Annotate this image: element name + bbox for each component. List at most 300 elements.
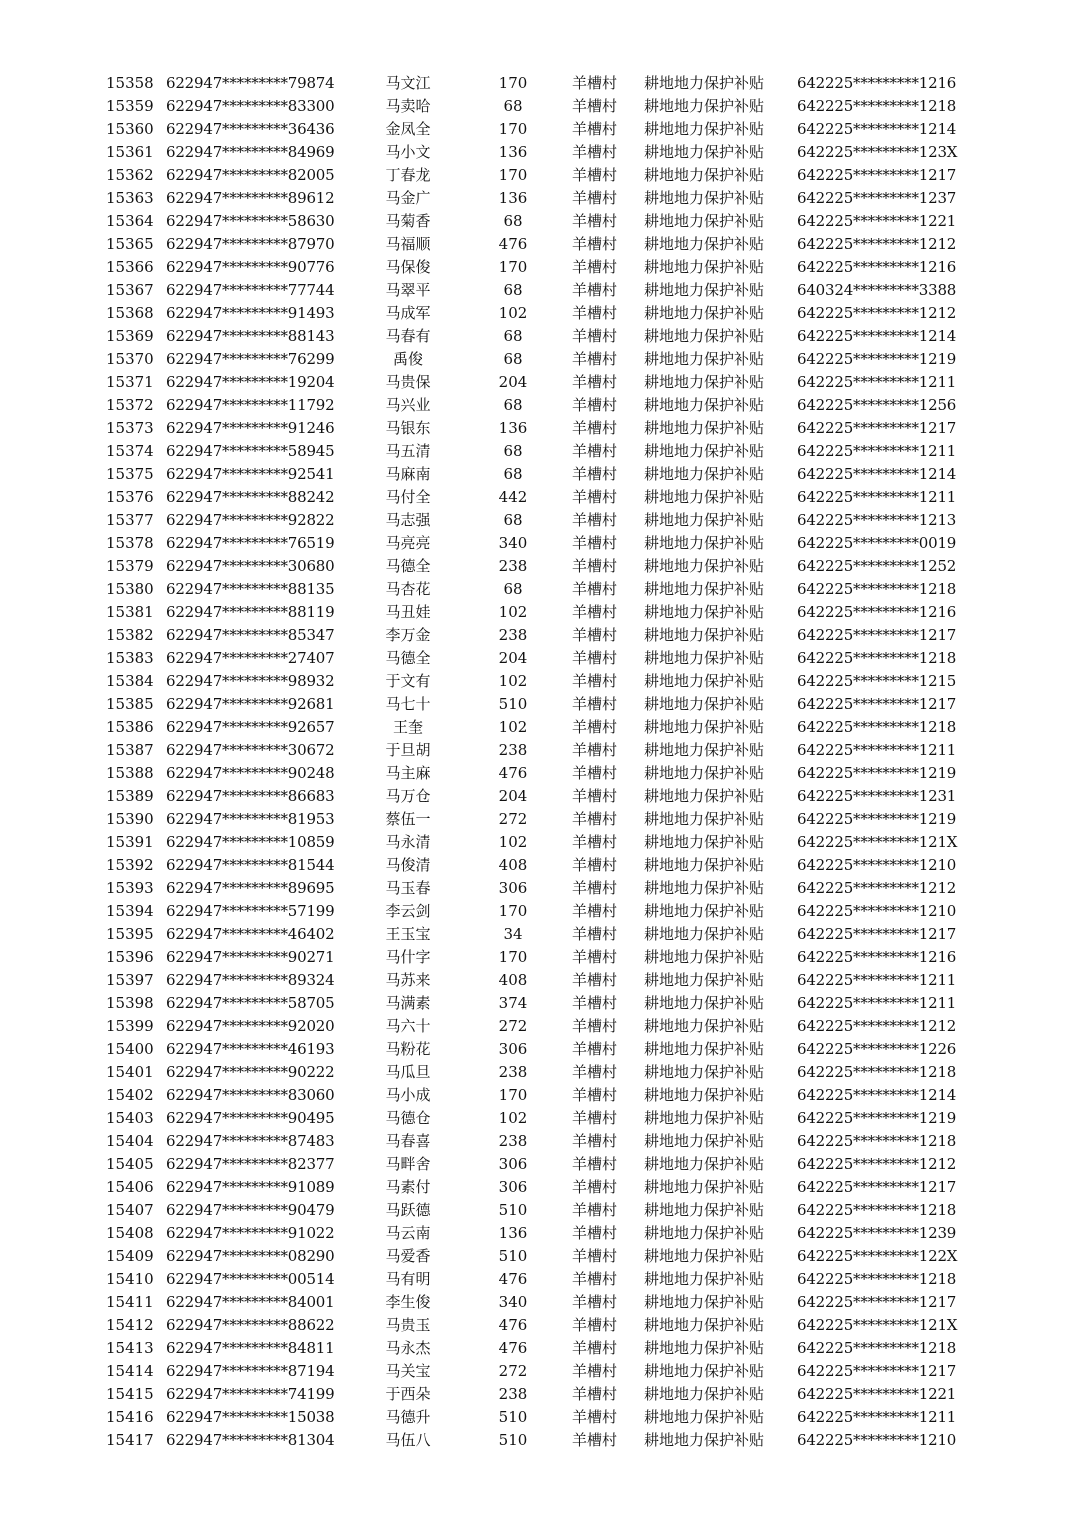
- id-number: 642225*********1219: [797, 1109, 957, 1127]
- row-number: 15414: [106, 1362, 154, 1380]
- bank-card-number: 622947*********27407: [166, 649, 335, 667]
- row-number: 15395: [106, 925, 154, 943]
- bank-card-number: 622947*********88119: [166, 603, 335, 621]
- id-number: 642225*********1219: [797, 350, 957, 368]
- bank-card-number: 622947*********79874: [166, 74, 335, 92]
- bank-card-number: 622947*********57199: [166, 902, 335, 920]
- row-number: 15363: [106, 189, 154, 207]
- table-row: [0, 1314, 1074, 1337]
- table-row: [0, 72, 1074, 95]
- village-name: 羊槽村: [572, 1270, 618, 1288]
- subsidy-amount: 408: [498, 971, 528, 989]
- village-name: 羊槽村: [572, 1316, 618, 1334]
- row-number: 15359: [106, 97, 154, 115]
- row-number: 15380: [106, 580, 154, 598]
- subsidy-type: 耕地地力保护补贴: [644, 120, 765, 138]
- subsidy-type: 耕地地力保护补贴: [644, 971, 765, 989]
- bank-card-number: 622947*********19204: [166, 373, 335, 391]
- row-number: 15391: [106, 833, 154, 851]
- recipient-name: 马春喜: [385, 1132, 431, 1150]
- id-number: 642225*********1226: [797, 1040, 957, 1058]
- id-number: 642225*********1219: [797, 764, 957, 782]
- row-number: 15388: [106, 764, 154, 782]
- bank-card-number: 622947*********58630: [166, 212, 335, 230]
- bank-card-number: 622947*********89324: [166, 971, 335, 989]
- recipient-name: 马菊香: [385, 212, 431, 230]
- village-name: 羊槽村: [572, 948, 618, 966]
- table-row: [0, 624, 1074, 647]
- id-number: 642225*********1218: [797, 97, 957, 115]
- subsidy-amount: 238: [498, 626, 528, 644]
- bank-card-number: 622947*********82005: [166, 166, 335, 184]
- table-row: [0, 1084, 1074, 1107]
- row-number: 15373: [106, 419, 154, 437]
- id-number: 642225*********1217: [797, 626, 957, 644]
- subsidy-type: 耕地地力保护补贴: [644, 1408, 765, 1426]
- table-row: [0, 647, 1074, 670]
- id-number: 642225*********1218: [797, 1270, 957, 1288]
- id-number: 642225*********1210: [797, 902, 957, 920]
- bank-card-number: 622947*********81304: [166, 1431, 335, 1449]
- id-number: 642225*********1217: [797, 166, 957, 184]
- subsidy-amount: 306: [498, 879, 528, 897]
- table-row: [0, 1337, 1074, 1360]
- row-number: 15390: [106, 810, 154, 828]
- table-row: [0, 1038, 1074, 1061]
- subsidy-type: 耕地地力保护补贴: [644, 97, 765, 115]
- subsidy-amount: 68: [503, 327, 523, 345]
- bank-card-number: 622947*********88135: [166, 580, 335, 598]
- table-row: [0, 808, 1074, 831]
- subsidy-type: 耕地地力保护补贴: [644, 856, 765, 874]
- row-number: 15381: [106, 603, 154, 621]
- village-name: 羊槽村: [572, 1017, 618, 1035]
- recipient-name: 马畔舍: [385, 1155, 431, 1173]
- table-row: [0, 394, 1074, 417]
- id-number: 642225*********1237: [797, 189, 957, 207]
- bank-card-number: 622947*********30680: [166, 557, 335, 575]
- subsidy-amount: 170: [498, 166, 528, 184]
- table-row: [0, 1015, 1074, 1038]
- id-number: 642225*********1218: [797, 580, 957, 598]
- subsidy-type: 耕地地力保护补贴: [644, 1224, 765, 1242]
- table-row: [0, 1291, 1074, 1314]
- subsidy-type: 耕地地力保护补贴: [644, 695, 765, 713]
- row-number: 15377: [106, 511, 154, 529]
- row-number: 15408: [106, 1224, 154, 1242]
- id-number: 642225*********1239: [797, 1224, 957, 1242]
- row-number: 15367: [106, 281, 154, 299]
- subsidy-type: 耕地地力保护补贴: [644, 1270, 765, 1288]
- id-number: 642225*********1211: [797, 488, 957, 506]
- table-row: [0, 578, 1074, 601]
- subsidy-type: 耕地地力保护补贴: [644, 1086, 765, 1104]
- table-row: [0, 716, 1074, 739]
- table-row: [0, 900, 1074, 923]
- village-name: 羊槽村: [572, 580, 618, 598]
- subsidy-type: 耕地地力保护补贴: [644, 672, 765, 690]
- row-number: 15369: [106, 327, 154, 345]
- village-name: 羊槽村: [572, 879, 618, 897]
- recipient-name: 马素付: [385, 1178, 431, 1196]
- bank-card-number: 622947*********76299: [166, 350, 335, 368]
- subsidy-amount: 272: [498, 810, 528, 828]
- recipient-name: 马七十: [385, 695, 431, 713]
- bank-card-number: 622947*********81544: [166, 856, 335, 874]
- table-row: [0, 923, 1074, 946]
- village-name: 羊槽村: [572, 120, 618, 138]
- subsidy-amount: 102: [498, 718, 528, 736]
- id-number: 642225*********1216: [797, 258, 957, 276]
- bank-card-number: 622947*********88143: [166, 327, 335, 345]
- id-number: 642225*********1218: [797, 1063, 957, 1081]
- village-name: 羊槽村: [572, 1201, 618, 1219]
- subsidy-amount: 170: [498, 948, 528, 966]
- subsidy-amount: 136: [498, 189, 528, 207]
- row-number: 15376: [106, 488, 154, 506]
- subsidy-type: 耕地地力保护补贴: [644, 166, 765, 184]
- recipient-name: 马瓜旦: [385, 1063, 431, 1081]
- recipient-name: 王奎: [392, 718, 423, 736]
- bank-card-number: 622947*********46193: [166, 1040, 335, 1058]
- bank-card-number: 622947*********89612: [166, 189, 335, 207]
- recipient-name: 蔡伍一: [385, 810, 431, 828]
- table-row: [0, 164, 1074, 187]
- village-name: 羊槽村: [572, 1247, 618, 1265]
- bank-card-number: 622947*********30672: [166, 741, 335, 759]
- row-number: 15365: [106, 235, 154, 253]
- row-number: 15401: [106, 1063, 154, 1081]
- table-row: [0, 1222, 1074, 1245]
- id-number: 642225*********1217: [797, 925, 957, 943]
- subsidy-type: 耕地地力保护补贴: [644, 902, 765, 920]
- recipient-name: 马爱香: [385, 1247, 431, 1265]
- subsidy-amount: 306: [498, 1178, 528, 1196]
- subsidy-amount: 34: [503, 925, 523, 943]
- row-number: 15409: [106, 1247, 154, 1265]
- table-row: [0, 831, 1074, 854]
- subsidy-type: 耕地地力保护补贴: [644, 787, 765, 805]
- subsidy-amount: 68: [503, 281, 523, 299]
- table-row: [0, 601, 1074, 624]
- id-number: 642225*********1217: [797, 1362, 957, 1380]
- bank-card-number: 622947*********90271: [166, 948, 335, 966]
- table-row: [0, 739, 1074, 762]
- table-row: [0, 1268, 1074, 1291]
- row-number: 15379: [106, 557, 154, 575]
- table-row: [0, 555, 1074, 578]
- subsidy-type: 耕地地力保护补贴: [644, 1362, 765, 1380]
- recipient-name: 马德全: [385, 649, 431, 667]
- bank-card-number: 622947*********91246: [166, 419, 335, 437]
- recipient-name: 马六十: [385, 1017, 431, 1035]
- row-number: 15411: [106, 1293, 154, 1311]
- table-row: [0, 1061, 1074, 1084]
- id-number: 642225*********1216: [797, 948, 957, 966]
- village-name: 羊槽村: [572, 557, 618, 575]
- village-name: 羊槽村: [572, 304, 618, 322]
- village-name: 羊槽村: [572, 695, 618, 713]
- table-row: [0, 95, 1074, 118]
- table-row: [0, 325, 1074, 348]
- recipient-name: 李云剑: [385, 902, 431, 920]
- table-row: [0, 854, 1074, 877]
- subsidy-amount: 510: [498, 695, 528, 713]
- table-row: [0, 1360, 1074, 1383]
- recipient-name: 马福顺: [385, 235, 431, 253]
- village-name: 羊槽村: [572, 1293, 618, 1311]
- subsidy-amount: 306: [498, 1155, 528, 1173]
- village-name: 羊槽村: [572, 1155, 618, 1173]
- row-number: 15405: [106, 1155, 154, 1173]
- subsidy-amount: 340: [498, 534, 528, 552]
- subsidy-type: 耕地地力保护补贴: [644, 603, 765, 621]
- subsidy-type: 耕地地力保护补贴: [644, 1201, 765, 1219]
- subsidy-type: 耕地地力保护补贴: [644, 557, 765, 575]
- id-number: 642225*********1218: [797, 1132, 957, 1150]
- bank-card-number: 622947*********92822: [166, 511, 335, 529]
- village-name: 羊槽村: [572, 143, 618, 161]
- id-number: 642225*********122X: [797, 1247, 958, 1265]
- id-number: 642225*********1218: [797, 1201, 957, 1219]
- id-number: 642225*********1210: [797, 1431, 957, 1449]
- row-number: 15400: [106, 1040, 154, 1058]
- recipient-name: 马亮亮: [385, 534, 431, 552]
- subsidy-amount: 102: [498, 672, 528, 690]
- id-number: 642225*********1212: [797, 1017, 957, 1035]
- table-row: [0, 509, 1074, 532]
- subsidy-type: 耕地地力保护补贴: [644, 304, 765, 322]
- recipient-name: 马俊清: [385, 856, 431, 874]
- subsidy-amount: 136: [498, 143, 528, 161]
- row-number: 15407: [106, 1201, 154, 1219]
- village-name: 羊槽村: [572, 672, 618, 690]
- recipient-name: 马杏花: [385, 580, 431, 598]
- id-number: 642225*********0019: [797, 534, 957, 552]
- table-row: [0, 670, 1074, 693]
- bank-card-number: 622947*********91089: [166, 1178, 335, 1196]
- subsidy-type: 耕地地力保护补贴: [644, 718, 765, 736]
- table-row: [0, 1383, 1074, 1406]
- subsidy-amount: 510: [498, 1408, 528, 1426]
- bank-card-number: 622947*********90776: [166, 258, 335, 276]
- bank-card-number: 622947*********76519: [166, 534, 335, 552]
- recipient-name: 马卖哈: [385, 97, 431, 115]
- village-name: 羊槽村: [572, 1224, 618, 1242]
- table-row: [0, 1406, 1074, 1429]
- table-row: [0, 1107, 1074, 1130]
- subsidy-amount: 170: [498, 1086, 528, 1104]
- recipient-name: 马德仓: [385, 1109, 431, 1127]
- village-name: 羊槽村: [572, 1408, 618, 1426]
- bank-card-number: 622947*********83300: [166, 97, 335, 115]
- table-row: [0, 1245, 1074, 1268]
- recipient-name: 马云南: [385, 1224, 431, 1242]
- row-number: 15406: [106, 1178, 154, 1196]
- id-number: 642225*********1216: [797, 74, 957, 92]
- id-number: 642225*********1252: [797, 557, 957, 575]
- subsidy-type: 耕地地力保护补贴: [644, 1293, 765, 1311]
- village-name: 羊槽村: [572, 281, 618, 299]
- subsidy-type: 耕地地力保护补贴: [644, 879, 765, 897]
- subsidy-amount: 170: [498, 258, 528, 276]
- bank-card-number: 622947*********91493: [166, 304, 335, 322]
- id-number: 642225*********1256: [797, 396, 957, 414]
- bank-card-number: 622947*********90495: [166, 1109, 335, 1127]
- village-name: 羊槽村: [572, 166, 618, 184]
- subsidy-amount: 272: [498, 1017, 528, 1035]
- id-number: 642225*********1212: [797, 1155, 957, 1173]
- subsidy-amount: 476: [498, 1316, 528, 1334]
- bank-card-number: 622947*********10859: [166, 833, 335, 851]
- recipient-name: 李万金: [385, 626, 431, 644]
- table-row: [0, 946, 1074, 969]
- row-number: 15360: [106, 120, 154, 138]
- recipient-name: 马主麻: [385, 764, 431, 782]
- village-name: 羊槽村: [572, 258, 618, 276]
- recipient-name: 王玉宝: [385, 925, 431, 943]
- recipient-name: 马小成: [385, 1086, 431, 1104]
- subsidy-type: 耕地地力保护补贴: [644, 281, 765, 299]
- subsidy-type: 耕地地力保护补贴: [644, 465, 765, 483]
- subsidy-amount: 408: [498, 856, 528, 874]
- bank-card-number: 622947*********82377: [166, 1155, 335, 1173]
- row-number: 15358: [106, 74, 154, 92]
- table-row: [0, 1199, 1074, 1222]
- table-row: [0, 1153, 1074, 1176]
- subsidy-amount: 442: [498, 488, 528, 506]
- bank-card-number: 622947*********90248: [166, 764, 335, 782]
- recipient-name: 马玉春: [385, 879, 431, 897]
- table-row: [0, 279, 1074, 302]
- recipient-name: 马春有: [385, 327, 431, 345]
- row-number: 15362: [106, 166, 154, 184]
- subsidy-type: 耕地地力保护补贴: [644, 1040, 765, 1058]
- village-name: 羊槽村: [572, 1385, 618, 1403]
- table-row: [0, 187, 1074, 210]
- id-number: 642225*********1212: [797, 879, 957, 897]
- subsidy-type: 耕地地力保护补贴: [644, 189, 765, 207]
- table-row: [0, 118, 1074, 141]
- recipient-name: 马跃德: [385, 1201, 431, 1219]
- subsidy-type: 耕地地力保护补贴: [644, 994, 765, 1012]
- bank-card-number: 622947*********11792: [166, 396, 335, 414]
- bank-card-number: 622947*********88242: [166, 488, 335, 506]
- subsidy-amount: 238: [498, 1385, 528, 1403]
- bank-card-number: 622947*********87483: [166, 1132, 335, 1150]
- row-number: 15412: [106, 1316, 154, 1334]
- village-name: 羊槽村: [572, 787, 618, 805]
- subsidy-type: 耕地地力保护补贴: [644, 1155, 765, 1173]
- row-number: 15378: [106, 534, 154, 552]
- bank-card-number: 622947*********85347: [166, 626, 335, 644]
- row-number: 15399: [106, 1017, 154, 1035]
- id-number: 642225*********1218: [797, 1339, 957, 1357]
- recipient-name: 马兴业: [385, 396, 431, 414]
- row-number: 15366: [106, 258, 154, 276]
- subsidy-type: 耕地地力保护补贴: [644, 534, 765, 552]
- subsidy-type: 耕地地力保护补贴: [644, 1063, 765, 1081]
- subsidy-amount: 68: [503, 212, 523, 230]
- subsidy-type: 耕地地力保护补贴: [644, 235, 765, 253]
- id-number: 642225*********1221: [797, 1385, 957, 1403]
- bank-card-number: 622947*********92681: [166, 695, 335, 713]
- recipient-name: 马德升: [385, 1408, 431, 1426]
- subsidy-amount: 204: [498, 787, 528, 805]
- bank-card-number: 622947*********92020: [166, 1017, 335, 1035]
- id-number: 642225*********1221: [797, 212, 957, 230]
- recipient-name: 马丑娃: [385, 603, 431, 621]
- village-name: 羊槽村: [572, 1339, 618, 1357]
- recipient-name: 马付全: [385, 488, 431, 506]
- recipient-name: 马小文: [385, 143, 431, 161]
- village-name: 羊槽村: [572, 718, 618, 736]
- subsidy-amount: 510: [498, 1201, 528, 1219]
- subsidy-amount: 68: [503, 511, 523, 529]
- id-number: 642225*********1211: [797, 971, 957, 989]
- recipient-name: 马志强: [385, 511, 431, 529]
- bank-card-number: 622947*********92541: [166, 465, 335, 483]
- subsidy-amount: 238: [498, 1132, 528, 1150]
- recipient-name: 马满素: [385, 994, 431, 1012]
- id-number: 642225*********1215: [797, 672, 957, 690]
- subsidy-type: 耕地地力保护补贴: [644, 741, 765, 759]
- row-number: 15410: [106, 1270, 154, 1288]
- subsidy-type: 耕地地力保护补贴: [644, 511, 765, 529]
- subsidy-amount: 102: [498, 603, 528, 621]
- recipient-name: 马关宝: [385, 1362, 431, 1380]
- subsidy-amount: 136: [498, 1224, 528, 1242]
- subsidy-amount: 238: [498, 1063, 528, 1081]
- subsidy-amount: 204: [498, 649, 528, 667]
- id-number: 642225*********1210: [797, 856, 957, 874]
- bank-card-number: 622947*********89695: [166, 879, 335, 897]
- bank-card-number: 622947*********91022: [166, 1224, 335, 1242]
- subsidy-type: 耕地地力保护补贴: [644, 649, 765, 667]
- village-name: 羊槽村: [572, 488, 618, 506]
- id-number: 642225*********123X: [797, 143, 958, 161]
- subsidy-amount: 374: [498, 994, 528, 1012]
- row-number: 15393: [106, 879, 154, 897]
- subsidy-type: 耕地地力保护补贴: [644, 1385, 765, 1403]
- id-number: 642225*********1212: [797, 304, 957, 322]
- recipient-name: 马银东: [385, 419, 431, 437]
- bank-card-number: 622947*********98932: [166, 672, 335, 690]
- id-number: 642225*********1217: [797, 1178, 957, 1196]
- village-name: 羊槽村: [572, 189, 618, 207]
- subsidy-type: 耕地地力保护补贴: [644, 1109, 765, 1127]
- table-row: [0, 233, 1074, 256]
- village-name: 羊槽村: [572, 1362, 618, 1380]
- row-number: 15371: [106, 373, 154, 391]
- table-row: [0, 1176, 1074, 1199]
- row-number: 15415: [106, 1385, 154, 1403]
- id-number: 642225*********121X: [797, 833, 958, 851]
- subsidy-type: 耕地地力保护补贴: [644, 212, 765, 230]
- table-row: [0, 210, 1074, 233]
- row-number: 15394: [106, 902, 154, 920]
- row-number: 15386: [106, 718, 154, 736]
- subsidy-type: 耕地地力保护补贴: [644, 350, 765, 368]
- row-number: 15417: [106, 1431, 154, 1449]
- id-number: 642225*********1216: [797, 603, 957, 621]
- village-name: 羊槽村: [572, 649, 618, 667]
- village-name: 羊槽村: [572, 971, 618, 989]
- bank-card-number: 622947*********08290: [166, 1247, 335, 1265]
- recipient-name: 马什字: [385, 948, 431, 966]
- subsidy-amount: 476: [498, 1270, 528, 1288]
- recipient-name: 马保俊: [385, 258, 431, 276]
